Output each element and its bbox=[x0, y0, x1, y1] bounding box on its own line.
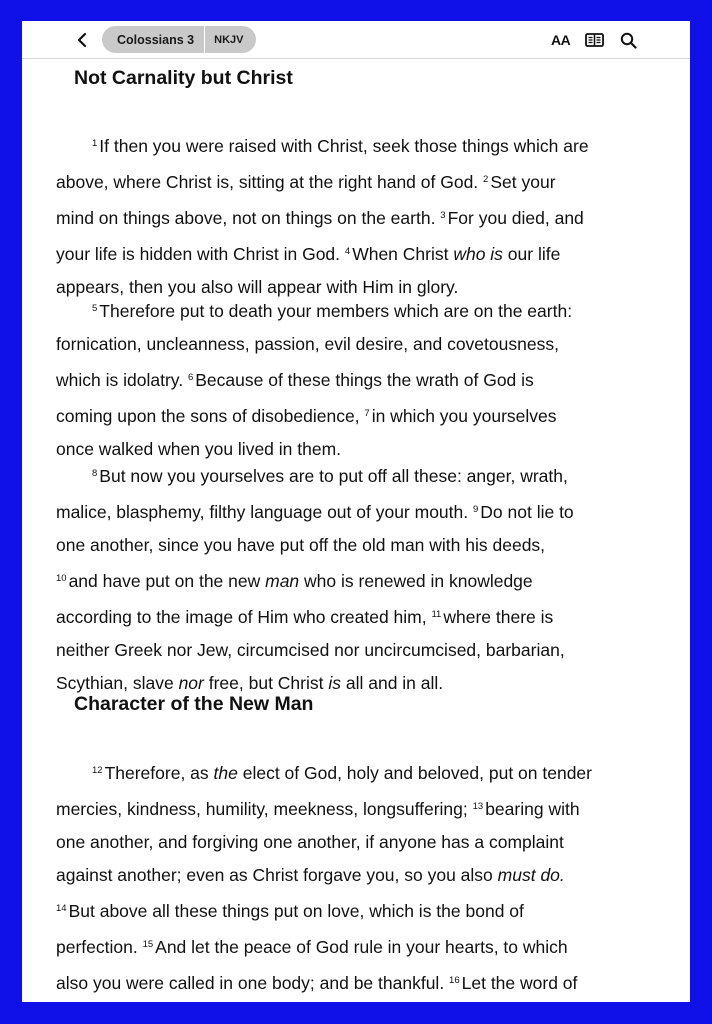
verse-number[interactable]: 4 bbox=[344, 246, 351, 257]
verse-number[interactable]: 3 bbox=[440, 210, 446, 221]
paragraph: $^8$ But now you yourselves are to put off all these: anger, wrath, malice, blasphemy, filthy language out of your mouth. $^9$ Do not lie to one another, since you have put off the old man with his deeds, $^{10}$ and have put on the new man who is renewed in knowledge according to the image of Him who created him, $^{11}$ where there is neither Greek nor Jew, circumcised nor uncircumcised, barbarian, Scythian, slave nor free, but Christ is all and in all. bbox=[56, 466, 574, 693]
paragraph: $^{12}$ Therefore, as the elect of God, holy and beloved, put on tender mercies, kindness, humility, meekness, longsuffering; $^{13}$ bearing with one another, and forgiving one another, if anyone has a complaint against another; even as Christ forgave you, so you also must do. $^{14}$ But above all these things put on love, which is the bond of perfection. $^{15}$ And let the peace of God rule in your hearts, to which also you were called in one body; and be thankful. $^{16}$ Let the word of bbox=[56, 763, 592, 993]
verse-number[interactable]: 6 bbox=[187, 372, 194, 383]
verse-number[interactable]: 11 bbox=[431, 609, 442, 620]
verse-number[interactable]: 9 bbox=[472, 504, 479, 515]
verse-number[interactable]: 12 bbox=[92, 765, 103, 776]
book-chapter-button[interactable]: Colossians 3 bbox=[102, 26, 205, 53]
verse-number[interactable]: 7 bbox=[364, 408, 370, 419]
top-toolbar bbox=[22, 21, 690, 59]
app-window bbox=[22, 21, 690, 1002]
search-button[interactable] bbox=[620, 30, 637, 50]
verse-number[interactable]: 2 bbox=[483, 174, 489, 185]
verse-number[interactable]: 1 bbox=[92, 138, 98, 149]
font-size-label: AA bbox=[551, 32, 571, 48]
book-reader-icon bbox=[585, 32, 604, 48]
paragraph: $^1$ If then you were raised with Christ, seek those things which are above, where Christ is, sitting at the right hand of God. $^2$ Set your mind on things above, not on things on the earth. $^3$ For you died, and your life is hidden with Christ in God. $^4$ When Christ who is our life appears, then you also will appear with Him in glory. bbox=[56, 136, 589, 297]
back-button[interactable] bbox=[72, 29, 92, 51]
reader-view-button[interactable] bbox=[585, 30, 604, 50]
section-heading: Not Carnality but Christ bbox=[74, 67, 293, 89]
chevron-left-icon bbox=[76, 32, 88, 48]
font-size-button[interactable] bbox=[551, 30, 570, 50]
verse-number[interactable]: 15 bbox=[142, 939, 154, 950]
verse-number[interactable]: 8 bbox=[92, 468, 98, 479]
verse-number[interactable]: 16 bbox=[449, 975, 460, 986]
passage-selector bbox=[102, 26, 256, 53]
verse-number[interactable]: 13 bbox=[472, 801, 484, 812]
paragraph: $^5$ Therefore put to death your members which are on the earth: fornication, uncleanness, passion, evil desire, and covetousness, which is idolatry. $^6$ Because of these things the wrath of God is coming upon the sons of disobedience, $^7$ in which you yourselves once walked when you lived in them. bbox=[56, 301, 573, 459]
verse-number[interactable]: 14 bbox=[56, 903, 67, 914]
section-heading: Character of the New Man bbox=[74, 693, 314, 715]
search-icon bbox=[620, 32, 637, 49]
version-button[interactable]: NKJV bbox=[214, 33, 244, 46]
verse-number[interactable]: 5 bbox=[92, 303, 98, 314]
verse-number[interactable]: 10 bbox=[56, 573, 67, 584]
